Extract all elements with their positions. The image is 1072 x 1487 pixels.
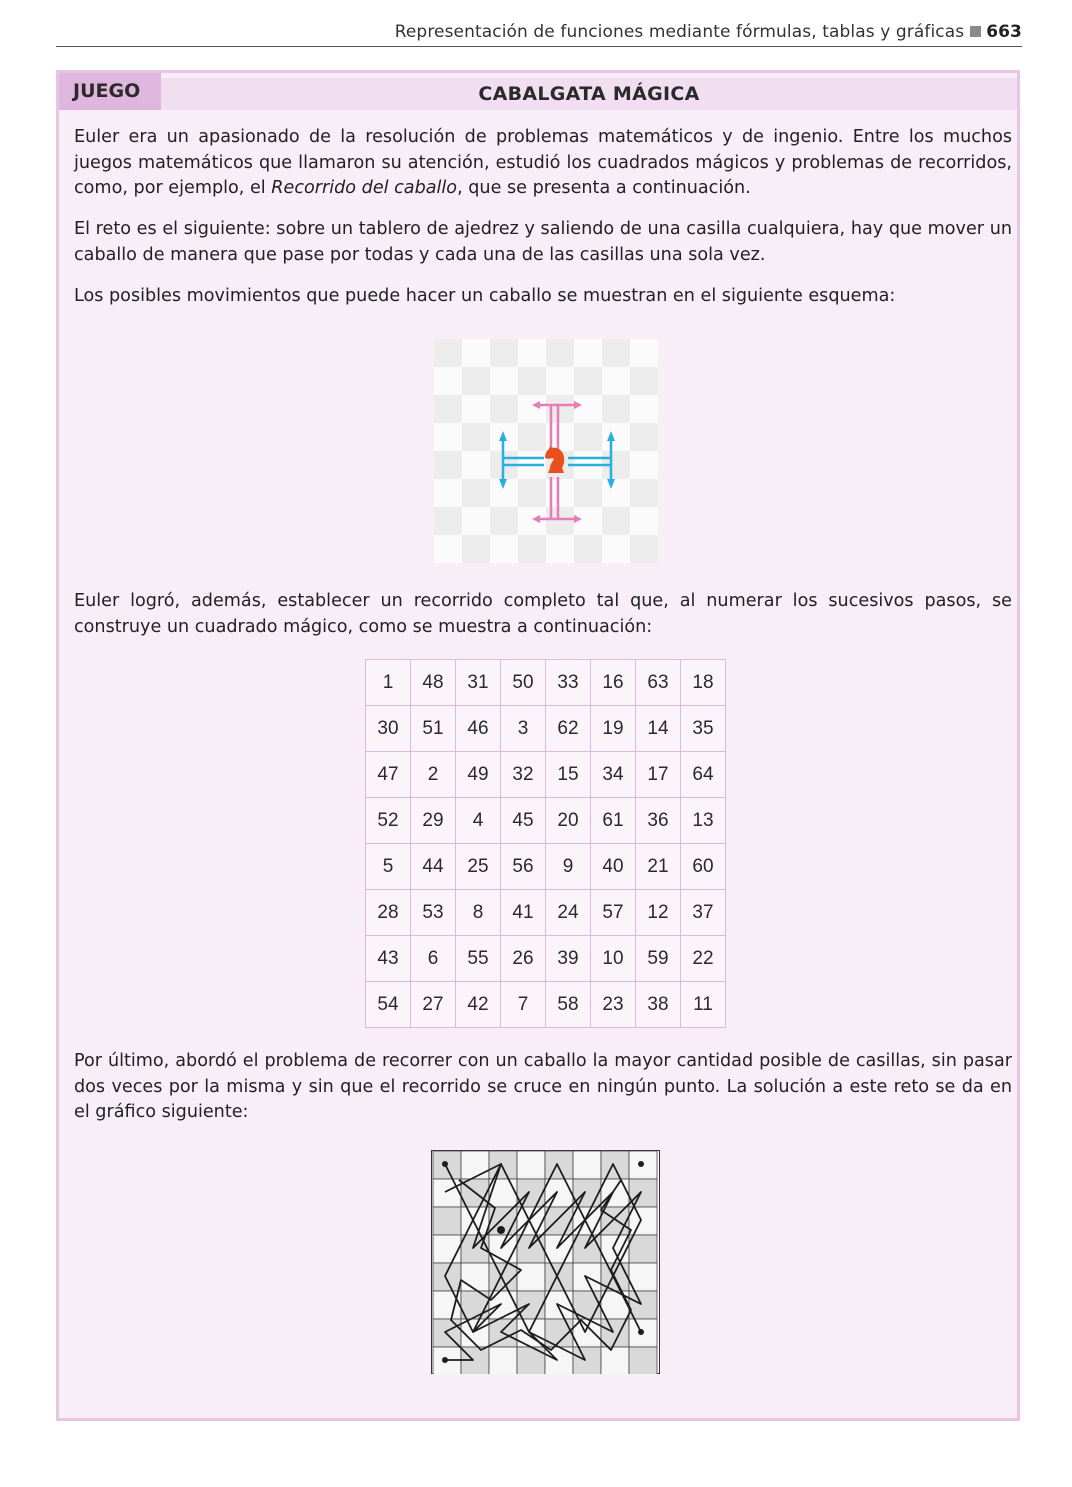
board-square (434, 367, 462, 395)
paragraph-intro-text: Euler era un apasionado de la resolución de problemas matemáticos y de ingenio. Entre los muchos juegos matemáticos que llamaron su atención, estudió los cuadrados mágicos y problemas de recorridos, como, por ejemplo, el (74, 127, 1012, 199)
magic-square-cell: 30 (366, 706, 411, 752)
tour-square (517, 1263, 545, 1291)
paragraph-last: Por último, abordó el problema de recorrer con un caballo la mayor cantidad posible de casillas, sin pasar dos veces por la misma y sin que el recorrido se cruce en ningún punto. La solución a este reto se da en el gráfico siguiente: (74, 1051, 1012, 1123)
tour-square (573, 1235, 601, 1263)
running-title: Representación de funciones mediante fórmulas, tablas y gráficas (394, 22, 965, 42)
magic-square-cell: 38 (636, 982, 681, 1028)
magic-square-cell: 15 (546, 752, 591, 798)
board-square (518, 339, 546, 367)
magic-square-cell: 13 (681, 798, 726, 844)
board-square (574, 507, 602, 535)
tour-square (573, 1207, 601, 1235)
magic-square-cell: 3 (501, 706, 546, 752)
board-square (602, 507, 630, 535)
board-square (602, 367, 630, 395)
board-square (434, 451, 462, 479)
square-bullet-icon (970, 26, 981, 37)
magic-square-cell: 17 (636, 752, 681, 798)
magic-square-cell: 40 (591, 844, 636, 890)
board-square (630, 535, 658, 563)
board-square (602, 339, 630, 367)
magic-square-cell: 7 (501, 982, 546, 1028)
magic-square-row (366, 844, 726, 890)
board-square (490, 367, 518, 395)
tour-square (489, 1151, 517, 1179)
header-rule (56, 46, 1022, 47)
tour-square (601, 1151, 629, 1179)
tour-square (461, 1263, 489, 1291)
tour-square (545, 1207, 573, 1235)
magic-square-cell: 46 (456, 706, 501, 752)
paragraph-moves: Los posibles movimientos que puede hacer un caballo se muestran en el siguiente esquema: (74, 286, 896, 306)
magic-square-cell: 5 (366, 844, 411, 890)
board-square (462, 535, 490, 563)
magic-square-table (365, 659, 726, 1028)
board-square (518, 507, 546, 535)
magic-square-cell: 22 (681, 936, 726, 982)
board-square (462, 451, 490, 479)
magic-square-cell: 9 (546, 844, 591, 890)
magic-square-cell: 39 (546, 936, 591, 982)
magic-square-cell: 54 (366, 982, 411, 1028)
tour-square (573, 1151, 601, 1179)
knight-moves-diagram (434, 339, 658, 563)
board-square (630, 507, 658, 535)
magic-square-row (366, 798, 726, 844)
magic-square-cell: 49 (456, 752, 501, 798)
magic-square-cell: 36 (636, 798, 681, 844)
board-square (434, 423, 462, 451)
box-tag: JUEGO (59, 73, 161, 110)
tour-square (545, 1179, 573, 1207)
board-square (546, 339, 574, 367)
magic-square-cell: 20 (546, 798, 591, 844)
paragraph-intro (74, 125, 1012, 202)
board-square (434, 535, 462, 563)
magic-square-row (366, 936, 726, 982)
box-title: CABALGATA MÁGICA (161, 78, 1017, 110)
magic-square-cell: 11 (681, 982, 726, 1028)
tour-square (573, 1347, 601, 1374)
magic-square-cell: 64 (681, 752, 726, 798)
board-square (462, 395, 490, 423)
board-square (518, 423, 546, 451)
board-square (574, 423, 602, 451)
board-square (574, 395, 602, 423)
board-square (574, 367, 602, 395)
magic-square-cell: 1 (366, 660, 411, 706)
magic-square-cell: 52 (366, 798, 411, 844)
tour-square (433, 1263, 461, 1291)
running-header (0, 22, 1022, 42)
tour-square (545, 1263, 573, 1291)
tour-square (489, 1179, 517, 1207)
magic-square-cell: 28 (366, 890, 411, 936)
tour-square (601, 1207, 629, 1235)
knight-tour-name: Recorrido del caballo (271, 178, 458, 199)
magic-square-cell: 33 (546, 660, 591, 706)
magic-square-cell: 51 (411, 706, 456, 752)
magic-square-cell: 21 (636, 844, 681, 890)
board-square (574, 339, 602, 367)
board-square (462, 367, 490, 395)
magic-square-cell: 42 (456, 982, 501, 1028)
board-square (602, 479, 630, 507)
tour-square (517, 1151, 545, 1179)
magic-square-cell: 55 (456, 936, 501, 982)
magic-square-row (366, 890, 726, 936)
magic-square-cell: 10 (591, 936, 636, 982)
paragraph-intro-end: , que se presenta a continuación. (457, 178, 751, 199)
board-square (462, 339, 490, 367)
board-square (630, 451, 658, 479)
magic-square-cell: 2 (411, 752, 456, 798)
magic-square-cell: 27 (411, 982, 456, 1028)
board-square (602, 535, 630, 563)
magic-square-cell: 34 (591, 752, 636, 798)
magic-square-cell: 29 (411, 798, 456, 844)
magic-square-cell: 23 (591, 982, 636, 1028)
board-square (434, 395, 462, 423)
magic-square-cell: 60 (681, 844, 726, 890)
magic-square-row (366, 660, 726, 706)
board-square (602, 395, 630, 423)
tour-square (517, 1235, 545, 1263)
tour-square (545, 1151, 573, 1179)
magic-square-cell: 37 (681, 890, 726, 936)
board-square (546, 535, 574, 563)
faded-chessboard (434, 339, 658, 563)
non-crossing-tour-diagram (431, 1150, 660, 1374)
board-square (490, 507, 518, 535)
board-square (490, 535, 518, 563)
board-square (490, 395, 518, 423)
board-square (434, 507, 462, 535)
magic-square-cell: 57 (591, 890, 636, 936)
board-square (462, 423, 490, 451)
board-square (574, 535, 602, 563)
magic-square-cell: 35 (681, 706, 726, 752)
magic-square-cell: 4 (456, 798, 501, 844)
board-square (518, 395, 546, 423)
board-square (602, 423, 630, 451)
magic-square-cell: 32 (501, 752, 546, 798)
magic-square-cell: 43 (366, 936, 411, 982)
magic-square-cell: 24 (546, 890, 591, 936)
magic-square-cell: 63 (636, 660, 681, 706)
board-square (434, 339, 462, 367)
tour-square (629, 1207, 657, 1235)
magic-square-cell: 25 (456, 844, 501, 890)
tour-square (489, 1347, 517, 1374)
board-square (518, 367, 546, 395)
tour-square (433, 1179, 461, 1207)
magic-square-cell: 59 (636, 936, 681, 982)
board-square (462, 479, 490, 507)
magic-square-row (366, 752, 726, 798)
magic-square-cell: 12 (636, 890, 681, 936)
tour-square (629, 1347, 657, 1374)
magic-square-row (366, 706, 726, 752)
magic-square-cell: 53 (411, 890, 456, 936)
magic-square-cell: 8 (456, 890, 501, 936)
board-square (434, 479, 462, 507)
paragraph-challenge: El reto es el siguiente: sobre un tablero de ajedrez y saliendo de una casilla cualquiera, hay que mover un caballo de manera que pase por todas y cada una de las casillas una sola vez. (74, 219, 1012, 265)
magic-square-cell: 41 (501, 890, 546, 936)
magic-square-cell: 44 (411, 844, 456, 890)
board-square (630, 395, 658, 423)
board-square (630, 367, 658, 395)
tour-square (601, 1347, 629, 1374)
tour-square (629, 1235, 657, 1263)
paragraph-magic: Euler logró, además, establecer un recorrido completo tal que, al numerar los sucesivos pasos, se construye un cuadrado mágico, como se muestra a continuación: (74, 591, 1012, 637)
tour-square (517, 1207, 545, 1235)
board-square (630, 479, 658, 507)
magic-square-cell: 45 (501, 798, 546, 844)
tour-square (489, 1291, 517, 1319)
board-square (462, 507, 490, 535)
board-square (630, 423, 658, 451)
board-square (518, 535, 546, 563)
magic-square-cell: 47 (366, 752, 411, 798)
magic-square-cell: 19 (591, 706, 636, 752)
board-square (574, 479, 602, 507)
magic-square-cell: 14 (636, 706, 681, 752)
magic-square-cell: 31 (456, 660, 501, 706)
magic-square-row (366, 982, 726, 1028)
magic-square-cell: 58 (546, 982, 591, 1028)
tour-square (433, 1207, 461, 1235)
magic-square-cell: 56 (501, 844, 546, 890)
magic-square-cell: 26 (501, 936, 546, 982)
magic-square-cell: 16 (591, 660, 636, 706)
board-square (546, 367, 574, 395)
tour-square (433, 1235, 461, 1263)
board-square (490, 339, 518, 367)
board-square (518, 479, 546, 507)
tour-square (461, 1151, 489, 1179)
page-number: 663 (986, 22, 1022, 42)
magic-square-cell: 61 (591, 798, 636, 844)
game-box (56, 70, 1020, 1421)
magic-square-cell: 6 (411, 936, 456, 982)
magic-square-cell: 18 (681, 660, 726, 706)
magic-square-cell: 62 (546, 706, 591, 752)
board-square (630, 339, 658, 367)
magic-square-cell: 48 (411, 660, 456, 706)
magic-square-cell: 50 (501, 660, 546, 706)
